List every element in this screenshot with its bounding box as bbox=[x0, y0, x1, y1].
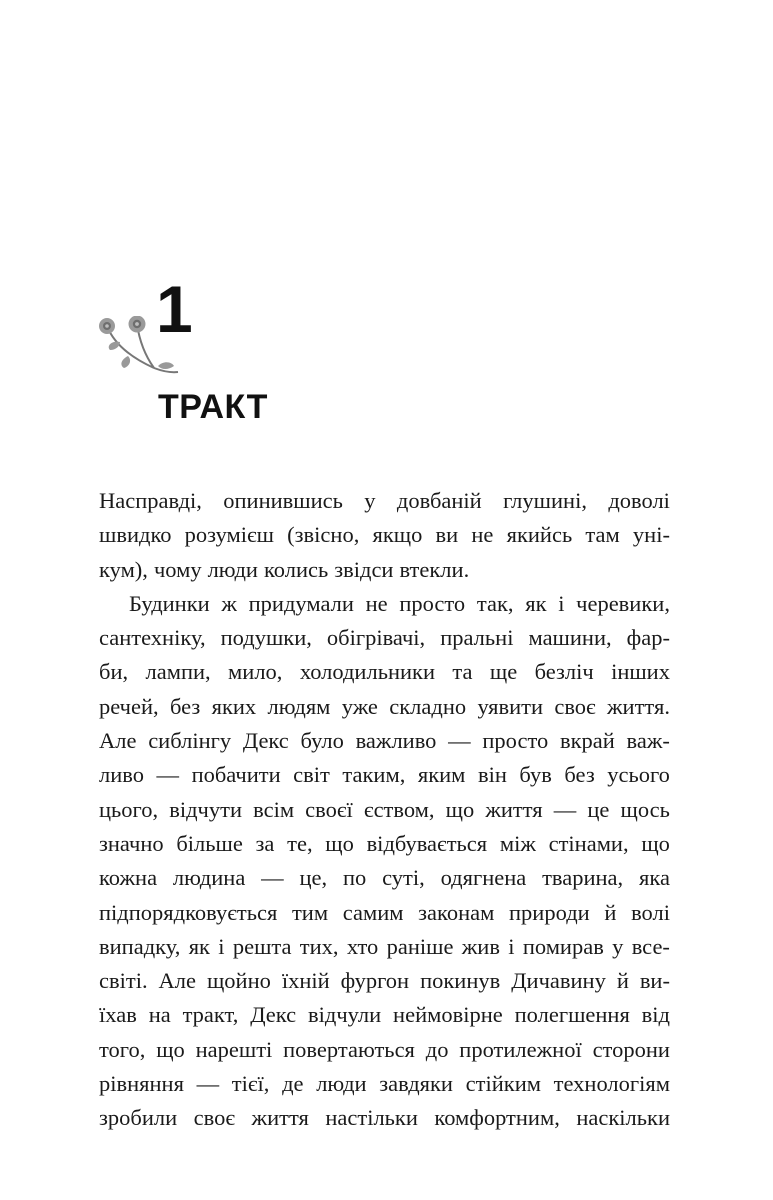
word: значно bbox=[99, 830, 164, 856]
word: їхній bbox=[281, 968, 330, 994]
word: подушки, bbox=[220, 625, 312, 651]
word: своєї bbox=[305, 796, 353, 822]
word: хто bbox=[346, 933, 379, 959]
word: повертаються bbox=[283, 1036, 415, 1062]
word: у bbox=[612, 933, 624, 959]
word: настільки bbox=[325, 1105, 418, 1131]
word: Будинки bbox=[129, 590, 210, 616]
word: між bbox=[499, 830, 536, 856]
word: — bbox=[156, 762, 180, 788]
word: й bbox=[604, 899, 617, 925]
chapter-number: 1 bbox=[156, 272, 193, 346]
word: суті, bbox=[382, 865, 425, 891]
word: розумієш bbox=[184, 522, 274, 548]
word: на bbox=[148, 1002, 171, 1028]
text-line bbox=[99, 998, 670, 1032]
word: яким bbox=[417, 762, 466, 788]
word: щось bbox=[620, 796, 670, 822]
text-line bbox=[99, 690, 670, 724]
text-line bbox=[99, 930, 670, 964]
text-line bbox=[99, 655, 670, 689]
word: опинившись bbox=[223, 488, 343, 513]
word: те, bbox=[287, 830, 313, 856]
word: без bbox=[169, 693, 201, 719]
text-line bbox=[99, 621, 670, 655]
word: самим bbox=[342, 899, 404, 925]
word: звідси bbox=[334, 556, 394, 582]
word: не bbox=[471, 522, 494, 548]
word: уже bbox=[341, 693, 378, 719]
word: світ bbox=[293, 762, 330, 788]
word: комфортним, bbox=[434, 1105, 560, 1131]
paragraph bbox=[99, 484, 670, 587]
word: якщо bbox=[372, 522, 423, 548]
word: це bbox=[587, 796, 610, 822]
word: і bbox=[218, 933, 225, 959]
word: усього bbox=[607, 762, 670, 788]
word: і bbox=[508, 933, 515, 959]
word: сантехніку, bbox=[99, 625, 206, 651]
word: машини, bbox=[528, 625, 612, 651]
word: у bbox=[364, 488, 376, 513]
word: більше bbox=[176, 830, 243, 856]
word: наскільки bbox=[576, 1105, 670, 1131]
word: чому bbox=[153, 556, 202, 582]
word: життя bbox=[251, 1105, 309, 1131]
word: був bbox=[519, 762, 552, 788]
word: доволі bbox=[608, 488, 670, 513]
word: яких bbox=[211, 693, 257, 719]
word: що bbox=[325, 830, 354, 856]
word: як bbox=[525, 590, 547, 616]
word: Дичавину bbox=[511, 968, 606, 994]
text-line bbox=[99, 964, 670, 998]
word: просто bbox=[482, 728, 549, 754]
word: (звісно, bbox=[287, 522, 360, 548]
word: — bbox=[196, 1071, 220, 1097]
word: що bbox=[156, 1036, 185, 1062]
text-line bbox=[99, 484, 670, 518]
word: важ- bbox=[626, 728, 670, 754]
word: безліч bbox=[534, 659, 594, 685]
word: було bbox=[300, 728, 344, 754]
word: без bbox=[564, 762, 595, 788]
word: відчули bbox=[308, 1002, 382, 1028]
word: відчути bbox=[169, 796, 242, 822]
text-line bbox=[99, 1033, 670, 1067]
word: складно bbox=[389, 693, 467, 719]
word: що bbox=[641, 830, 670, 856]
word: глушині, bbox=[503, 488, 587, 513]
word: тварина, bbox=[542, 865, 624, 891]
word: людям bbox=[267, 693, 331, 719]
word: щойно bbox=[206, 968, 271, 994]
word: черевики, bbox=[576, 590, 670, 616]
word: би, bbox=[99, 659, 129, 685]
word: лампи, bbox=[145, 659, 211, 685]
word: якийсь bbox=[506, 522, 573, 548]
word: помирав bbox=[522, 933, 604, 959]
word: їхав bbox=[99, 1002, 137, 1028]
word: стінами, bbox=[548, 830, 629, 856]
word: Насправді, bbox=[99, 488, 202, 513]
word: і bbox=[558, 590, 565, 616]
word: тієї, bbox=[231, 1071, 270, 1097]
chapter-heading bbox=[92, 272, 392, 440]
word: ви bbox=[435, 522, 459, 548]
word: тракт, bbox=[182, 1002, 239, 1028]
word: холодильники bbox=[299, 659, 436, 685]
word: технологіям bbox=[553, 1071, 670, 1097]
chapter-title: ТРАКТ bbox=[158, 388, 268, 426]
word: тим bbox=[291, 899, 329, 925]
text-line bbox=[99, 793, 670, 827]
word: й bbox=[616, 968, 629, 994]
word: Але bbox=[99, 728, 137, 754]
word: тих, bbox=[299, 933, 339, 959]
word: та bbox=[452, 659, 473, 685]
word: мило, bbox=[228, 659, 283, 685]
word: жив bbox=[461, 933, 500, 959]
word: рівняння bbox=[99, 1071, 184, 1097]
word: довбаній bbox=[396, 488, 482, 513]
word: просто bbox=[399, 590, 466, 616]
text-line bbox=[99, 724, 670, 758]
word: вкрай bbox=[559, 728, 615, 754]
word: випадку, bbox=[99, 933, 181, 959]
word: ще bbox=[489, 659, 518, 685]
word: таким, bbox=[342, 762, 406, 788]
word: всім bbox=[253, 796, 295, 822]
word: обігрівачі, bbox=[326, 625, 426, 651]
word: до bbox=[425, 1036, 449, 1062]
word: важливо bbox=[355, 728, 437, 754]
word: одягнена bbox=[440, 865, 527, 891]
word: ви- bbox=[639, 968, 670, 994]
word: речей, bbox=[99, 693, 159, 719]
word: ж bbox=[221, 590, 237, 616]
word: своє bbox=[193, 1105, 236, 1131]
word: відбувається bbox=[366, 830, 488, 856]
word: не bbox=[365, 590, 388, 616]
text-line bbox=[99, 758, 670, 792]
word: — bbox=[448, 728, 471, 754]
word: Але bbox=[158, 968, 196, 994]
word: протилежної bbox=[459, 1036, 582, 1062]
word: полегшення bbox=[514, 1002, 630, 1028]
word: пральні bbox=[440, 625, 514, 651]
word: життя. bbox=[607, 693, 670, 719]
word: Декс bbox=[250, 1002, 297, 1028]
word: як bbox=[188, 933, 210, 959]
word: своє bbox=[554, 693, 596, 719]
word: — bbox=[553, 796, 577, 822]
text-line bbox=[99, 1067, 670, 1101]
word: це, bbox=[299, 865, 328, 891]
word: він bbox=[477, 762, 507, 788]
text-line bbox=[99, 553, 670, 587]
word: того, bbox=[99, 1036, 146, 1062]
word: решта bbox=[232, 933, 292, 959]
word: Декс bbox=[242, 728, 289, 754]
word: побачити bbox=[191, 762, 281, 788]
word: уні- bbox=[632, 522, 670, 548]
word: все- bbox=[631, 933, 670, 959]
word: кожна bbox=[99, 865, 158, 891]
text-line bbox=[99, 587, 670, 621]
word: завдяки bbox=[379, 1071, 453, 1097]
word: цього, bbox=[99, 796, 159, 822]
word: сторони bbox=[592, 1036, 670, 1062]
word: природи bbox=[509, 899, 590, 925]
word: кум), bbox=[99, 556, 148, 582]
word: раніше bbox=[386, 933, 454, 959]
word: сиблінгу bbox=[148, 728, 232, 754]
word: швидко bbox=[99, 522, 172, 548]
word: єством, bbox=[363, 796, 435, 822]
word: від bbox=[641, 1002, 670, 1028]
word: неймовірне bbox=[393, 1002, 503, 1028]
word: законам bbox=[418, 899, 495, 925]
body-text bbox=[99, 484, 670, 1136]
word: колись bbox=[263, 556, 329, 582]
word: втекли. bbox=[399, 556, 470, 582]
word: світі. bbox=[99, 968, 148, 994]
text-line bbox=[99, 1101, 670, 1135]
word: зробили bbox=[99, 1105, 178, 1131]
word: по bbox=[342, 865, 367, 891]
word: людина bbox=[172, 865, 246, 891]
word: де bbox=[282, 1071, 304, 1097]
word: придумали bbox=[248, 590, 354, 616]
word: фар- bbox=[626, 625, 670, 651]
text-line bbox=[99, 827, 670, 861]
word: що bbox=[445, 796, 475, 822]
text-line bbox=[99, 896, 670, 930]
word: нарешті bbox=[195, 1036, 273, 1062]
word: фургон bbox=[340, 968, 410, 994]
word: стійким bbox=[465, 1071, 541, 1097]
word: інших bbox=[611, 659, 670, 685]
word: люди bbox=[316, 1071, 367, 1097]
text-line bbox=[99, 518, 670, 552]
word: яка bbox=[639, 865, 670, 891]
word: життя bbox=[485, 796, 543, 822]
word: ливо bbox=[99, 762, 144, 788]
text-line bbox=[99, 861, 670, 895]
word: покинув bbox=[420, 968, 501, 994]
paragraph bbox=[99, 587, 670, 1136]
word: за bbox=[255, 830, 275, 856]
word: так, bbox=[476, 590, 514, 616]
word: люди bbox=[207, 556, 258, 582]
word: — bbox=[261, 865, 284, 891]
word: уявити bbox=[477, 693, 544, 719]
word: волі bbox=[631, 899, 670, 925]
word: підпорядковується bbox=[99, 899, 278, 925]
word: там bbox=[585, 522, 620, 548]
